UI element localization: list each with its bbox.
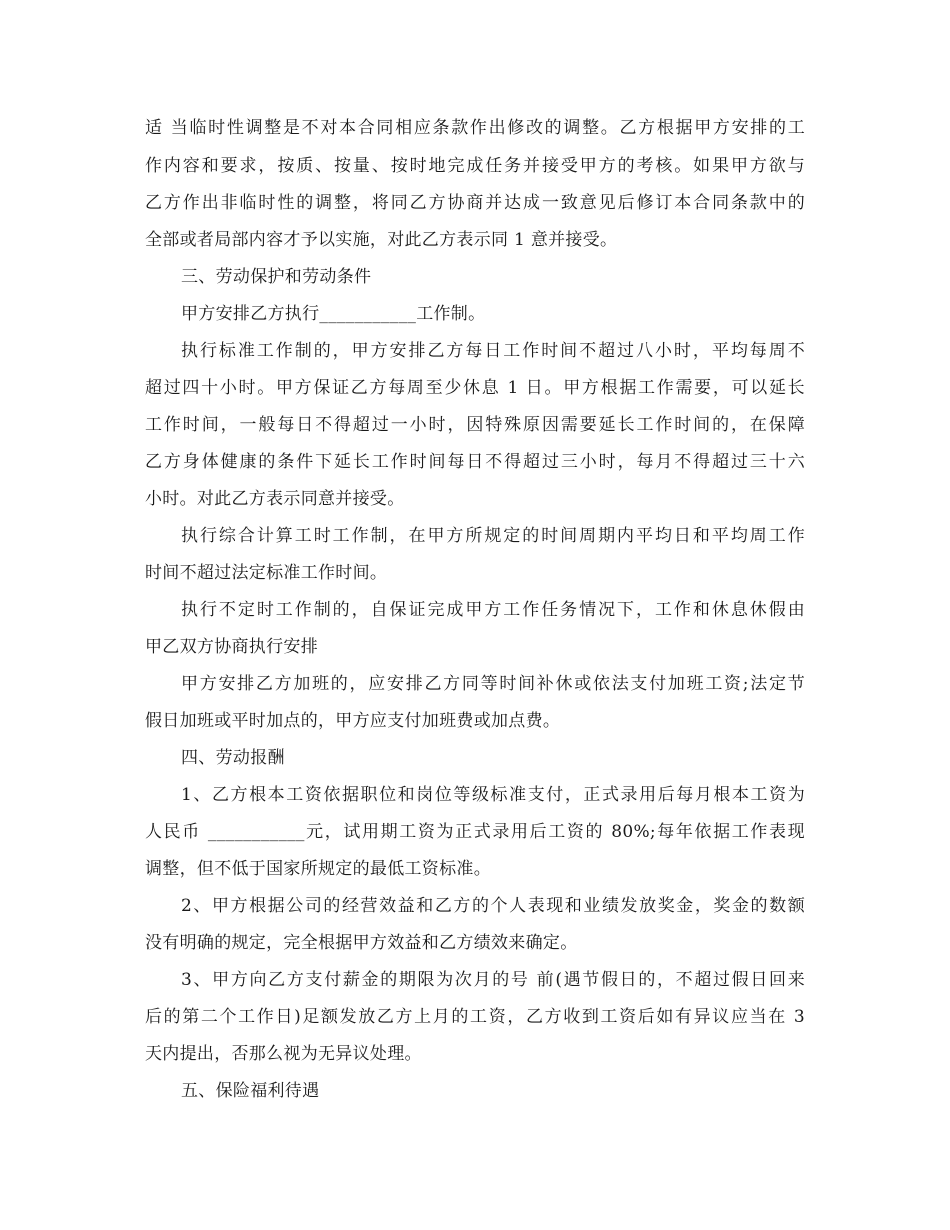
section-heading: 四、劳动报酬 xyxy=(181,748,285,768)
text-line: 调整，但不低于国家所规定的最低工资标准。 xyxy=(145,859,491,879)
text-line: 甲方安排乙方加班的，应安排乙方同等时间补休或依法支付加班工资;法定节 xyxy=(181,674,805,694)
text-line: 执行不定时工作制的，自保证完成甲方工作任务情况下，工作和休息休假由 xyxy=(181,600,805,620)
text-line: 1、乙方根本工资依据职位和岗位等级标准支付，正式录用后每月根本工资为 xyxy=(181,785,805,805)
text-line: 人民币 ___________元，试用期工资为正式录用后工资的 80%;每年依据工作表现 xyxy=(145,822,805,842)
text-line: 时间不超过法定标准工作时间。 xyxy=(145,563,388,583)
text-line: 3、甲方向乙方支付薪金的期限为次月的号 前(遇节假日的，不超过假日回来 xyxy=(181,970,805,990)
text-line: 2、甲方根据公司的经营效益和乙方的个人表现和业绩发放奖金，奖金的数额 xyxy=(181,896,805,916)
text-line: 天内提出，否那么视为无异议处理。 xyxy=(145,1044,422,1064)
text-line: 乙方作出非临时性的调整，将同乙方协商并达成一致意见后修订本合同条款中的 xyxy=(145,193,805,213)
section-heading: 五、保险福利待遇 xyxy=(181,1081,320,1101)
text-line: 没有明确的规定，完全根据甲方效益和乙方绩效来确定。 xyxy=(145,933,578,953)
section-heading: 三、劳动保护和劳动条件 xyxy=(181,267,372,287)
text-line: 超过四十小时。甲方保证乙方每周至少休息 1 日。甲方根据工作需要，可以延长 xyxy=(145,378,805,398)
text-line: 后的第二个工作日)足额发放乙方上月的工资，乙方收到工资后如有异议应当在 3 xyxy=(145,1007,805,1027)
text-line: 执行标准工作制的，甲方安排乙方每日工作时间不超过八小时，平均每周不 xyxy=(181,341,805,361)
text-line: 工作时间，一般每日不得超过一小时，因特殊原因需要延长工作时间的，在保障 xyxy=(145,415,805,435)
text-line: 适 当临时性调整是不对本合同相应条款作出修改的调整。乙方根据甲方安排的工 xyxy=(145,118,805,138)
text-line: 执行综合计算工时工作制，在甲方所规定的时间周期内平均日和平均周工作 xyxy=(181,526,805,546)
text-line: 甲方安排乙方执行___________工作制。 xyxy=(181,304,486,324)
text-line: 假日加班或平时加点的，甲方应支付加班费或加点费。 xyxy=(145,711,561,731)
text-line: 全部或者局部内容才予以实施，对此乙方表示同 1 意并接受。 xyxy=(145,230,618,250)
text-line: 小时。对此乙方表示同意并接受。 xyxy=(145,489,405,509)
text-line: 甲乙双方协商执行安排 xyxy=(145,637,318,657)
text-line: 作内容和要求，按质、按量、按时地完成任务并接受甲方的考核。如果甲方欲与 xyxy=(145,156,805,176)
text-line: 乙方身体健康的条件下延长工作时间每日不得超过三小时，每月不得超过三十六 xyxy=(145,452,805,472)
